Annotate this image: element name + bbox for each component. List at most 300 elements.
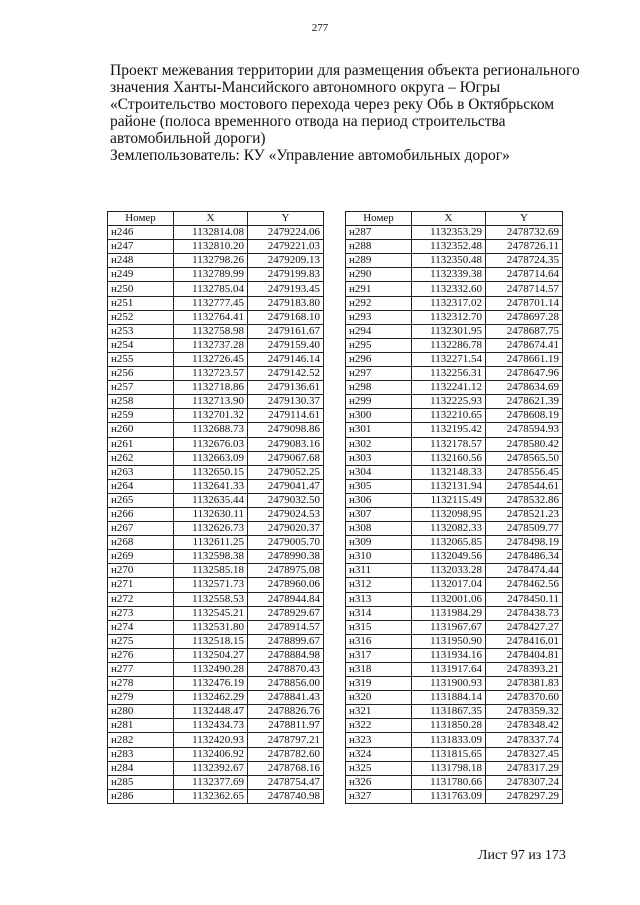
cell-y: 2479005.70 (248, 536, 324, 550)
table-row (108, 367, 324, 381)
cell-y: 2479067.68 (248, 451, 324, 465)
cell-x: 1132777.45 (174, 296, 248, 310)
cell-y: 2478914.57 (248, 620, 324, 634)
cell-y: 2479041.47 (248, 479, 324, 493)
cell-y: 2478826.76 (248, 705, 324, 719)
cell-x: 1132317.02 (412, 296, 486, 310)
cell-number: н306 (346, 493, 412, 507)
cell-x: 1132789.99 (174, 268, 248, 282)
table-row (108, 634, 324, 648)
cell-number: н248 (108, 254, 174, 268)
table-row (346, 310, 563, 324)
cell-y: 2479020.37 (248, 522, 324, 536)
cell-x: 1131867.35 (412, 705, 486, 719)
cell-y: 2478297.29 (486, 789, 563, 803)
cell-number: н316 (346, 634, 412, 648)
cell-y: 2478462.56 (486, 578, 563, 592)
table-row (108, 352, 324, 366)
cell-number: н280 (108, 705, 174, 719)
cell-number: н313 (346, 592, 412, 606)
table-row (346, 282, 563, 296)
table-row (108, 747, 324, 761)
table-row (108, 282, 324, 296)
cell-number: н297 (346, 367, 412, 381)
cell-number: н305 (346, 479, 412, 493)
cell-number: н303 (346, 451, 412, 465)
cell-number: н320 (346, 691, 412, 705)
cell-number: н314 (346, 606, 412, 620)
table-row (108, 254, 324, 268)
cell-x: 1131967.67 (412, 620, 486, 634)
cell-number: н249 (108, 268, 174, 282)
table-row (108, 719, 324, 733)
cell-x: 1131798.18 (412, 761, 486, 775)
cell-number: н308 (346, 522, 412, 536)
cell-y: 2479168.10 (248, 310, 324, 324)
table-row (108, 522, 324, 536)
table-row (108, 268, 324, 282)
cell-x: 1132764.41 (174, 310, 248, 324)
cell-y: 2479199.83 (248, 268, 324, 282)
cell-y: 2478565.50 (486, 451, 563, 465)
table-row (108, 691, 324, 705)
table-row (346, 367, 563, 381)
cell-y: 2478899.67 (248, 634, 324, 648)
cell-number: н295 (346, 338, 412, 352)
cell-y: 2478348.42 (486, 719, 563, 733)
table-row (346, 395, 563, 409)
cell-y: 2478486.34 (486, 550, 563, 564)
cell-x: 1132406.92 (174, 747, 248, 761)
cell-y: 2479052.25 (248, 465, 324, 479)
cell-number: н266 (108, 507, 174, 521)
table-row (108, 451, 324, 465)
cell-y: 2479224.06 (248, 226, 324, 240)
cell-number: н318 (346, 663, 412, 677)
cell-y: 2478307.24 (486, 775, 563, 789)
cell-y: 2479146.14 (248, 352, 324, 366)
cell-x: 1132701.32 (174, 409, 248, 423)
cell-x: 1132676.03 (174, 437, 248, 451)
cell-y: 2478370.60 (486, 691, 563, 705)
table-row (346, 507, 563, 521)
table-row (346, 465, 563, 479)
table-row (346, 338, 563, 352)
cell-number: н288 (346, 240, 412, 254)
cell-number: н257 (108, 381, 174, 395)
table-row (346, 648, 563, 662)
table-header-row (346, 212, 563, 226)
cell-x: 1132115.49 (412, 493, 486, 507)
cell-x: 1132339.38 (412, 268, 486, 282)
table-body (346, 226, 563, 804)
cell-number: н253 (108, 324, 174, 338)
table-row (108, 606, 324, 620)
table-row (108, 663, 324, 677)
cell-y: 2479024.53 (248, 507, 324, 521)
cell-y: 2478594.93 (486, 423, 563, 437)
cell-y: 2478427.27 (486, 620, 563, 634)
cell-x: 1132585.18 (174, 564, 248, 578)
cell-y: 2478754.47 (248, 775, 324, 789)
cell-number: н276 (108, 648, 174, 662)
table-row (346, 564, 563, 578)
cell-x: 1132545.21 (174, 606, 248, 620)
cell-y: 2478317.29 (486, 761, 563, 775)
table-row (108, 338, 324, 352)
cell-number: н278 (108, 677, 174, 691)
column-header-x: X (174, 212, 248, 226)
cell-y: 2478960.06 (248, 578, 324, 592)
cell-x: 1132641.33 (174, 479, 248, 493)
cell-number: н319 (346, 677, 412, 691)
table-row (346, 437, 563, 451)
table-row (346, 381, 563, 395)
cell-number: н264 (108, 479, 174, 493)
table-row (346, 634, 563, 648)
table-row (346, 240, 563, 254)
cell-number: н327 (346, 789, 412, 803)
cell-number: н261 (108, 437, 174, 451)
document-heading (110, 62, 580, 164)
table-row (108, 240, 324, 254)
cell-y: 2478726.11 (486, 240, 563, 254)
cell-x: 1132663.09 (174, 451, 248, 465)
cell-y: 2479193.45 (248, 282, 324, 296)
cell-x: 1132049.56 (412, 550, 486, 564)
cell-number: н254 (108, 338, 174, 352)
project-title (110, 62, 580, 147)
cell-x: 1132785.04 (174, 282, 248, 296)
cell-x: 1132241.12 (412, 381, 486, 395)
cell-number: н311 (346, 564, 412, 578)
cell-x: 1132001.06 (412, 592, 486, 606)
cell-x: 1131917.64 (412, 663, 486, 677)
table-row (108, 409, 324, 423)
cell-y: 2478608.19 (486, 409, 563, 423)
cell-y: 2478621.39 (486, 395, 563, 409)
cell-number: н260 (108, 423, 174, 437)
cell-number: н298 (346, 381, 412, 395)
cell-x: 1132598.38 (174, 550, 248, 564)
table-row (108, 620, 324, 634)
table-row (346, 324, 563, 338)
table-row (346, 522, 563, 536)
cell-x: 1132271.54 (412, 352, 486, 366)
cell-number: н279 (108, 691, 174, 705)
cell-x: 1132131.94 (412, 479, 486, 493)
cell-y: 2478929.67 (248, 606, 324, 620)
cell-y: 2479159.40 (248, 338, 324, 352)
cell-y: 2478990.38 (248, 550, 324, 564)
cell-number: н273 (108, 606, 174, 620)
column-header-y: Y (486, 212, 563, 226)
cell-x: 1132448.47 (174, 705, 248, 719)
table-row (108, 493, 324, 507)
table-row (346, 761, 563, 775)
cell-y: 2478393.21 (486, 663, 563, 677)
table-row (346, 423, 563, 437)
cell-x: 1132286.78 (412, 338, 486, 352)
table-row (346, 747, 563, 761)
cell-y: 2479114.61 (248, 409, 324, 423)
table-row (108, 324, 324, 338)
cell-number: н259 (108, 409, 174, 423)
cell-number: н275 (108, 634, 174, 648)
cell-x: 1132392.67 (174, 761, 248, 775)
cell-number: н294 (346, 324, 412, 338)
cell-number: н310 (346, 550, 412, 564)
cell-x: 1132312.70 (412, 310, 486, 324)
cell-x: 1131833.09 (412, 733, 486, 747)
table-row (346, 677, 563, 691)
title-line: Проект межевания территории для размещения объекта регионального (110, 62, 580, 79)
cell-x: 1132758.98 (174, 324, 248, 338)
table-row (108, 423, 324, 437)
cell-y: 2479221.03 (248, 240, 324, 254)
cell-x: 1132713.90 (174, 395, 248, 409)
table-row (108, 395, 324, 409)
cell-number: н286 (108, 789, 174, 803)
table-row (108, 761, 324, 775)
cell-number: н281 (108, 719, 174, 733)
cell-x: 1132178.57 (412, 437, 486, 451)
cell-number: н247 (108, 240, 174, 254)
cell-x: 1132630.11 (174, 507, 248, 521)
cell-y: 2478647.96 (486, 367, 563, 381)
cell-y: 2478797.21 (248, 733, 324, 747)
cell-x: 1131884.14 (412, 691, 486, 705)
column-header-y: Y (248, 212, 324, 226)
cell-number: н262 (108, 451, 174, 465)
cell-x: 1132635.44 (174, 493, 248, 507)
cell-x: 1132332.60 (412, 282, 486, 296)
table-row (108, 465, 324, 479)
table-row (108, 536, 324, 550)
cell-number: н309 (346, 536, 412, 550)
cell-x: 1132098.95 (412, 507, 486, 521)
cell-y: 2478544.61 (486, 479, 563, 493)
cell-y: 2478509.77 (486, 522, 563, 536)
coordinates-table-right (345, 211, 563, 804)
table-row (108, 592, 324, 606)
cell-y: 2478870.43 (248, 663, 324, 677)
cell-number: н255 (108, 352, 174, 366)
sheet-footer: Лист 97 из 173 (478, 848, 566, 863)
cell-y: 2478740.98 (248, 789, 324, 803)
table-row (108, 564, 324, 578)
cell-y: 2478768.16 (248, 761, 324, 775)
cell-x: 1132352.48 (412, 240, 486, 254)
table-row (108, 775, 324, 789)
cell-x: 1132558.53 (174, 592, 248, 606)
table-row (108, 705, 324, 719)
cell-y: 2478697.28 (486, 310, 563, 324)
cell-x: 1132810.20 (174, 240, 248, 254)
table-row (346, 536, 563, 550)
cell-x: 1132148.33 (412, 465, 486, 479)
cell-y: 2478337.74 (486, 733, 563, 747)
coordinates-table-left (107, 211, 324, 804)
cell-y: 2478521.23 (486, 507, 563, 521)
cell-x: 1132531.80 (174, 620, 248, 634)
table-row (346, 550, 563, 564)
table-row (108, 296, 324, 310)
table-row (346, 733, 563, 747)
column-header-x: X (412, 212, 486, 226)
cell-y: 2479161.67 (248, 324, 324, 338)
table-row (108, 733, 324, 747)
table-row (346, 296, 563, 310)
cell-number: н322 (346, 719, 412, 733)
cell-y: 2479098.86 (248, 423, 324, 437)
cell-x: 1132082.33 (412, 522, 486, 536)
table-row (346, 409, 563, 423)
column-header-number: Номер (108, 212, 174, 226)
cell-number: н323 (346, 733, 412, 747)
cell-x: 1132210.65 (412, 409, 486, 423)
cell-x: 1132723.57 (174, 367, 248, 381)
cell-x: 1132571.73 (174, 578, 248, 592)
table-row (346, 578, 563, 592)
cell-number: н256 (108, 367, 174, 381)
table-row (108, 550, 324, 564)
cell-number: н252 (108, 310, 174, 324)
cell-x: 1132350.48 (412, 254, 486, 268)
cell-y: 2478359.32 (486, 705, 563, 719)
table-row (108, 648, 324, 662)
cell-x: 1132626.73 (174, 522, 248, 536)
table-header-row (108, 212, 324, 226)
cell-number: н287 (346, 226, 412, 240)
land-user: Землепользователь: КУ «Управление автомобильных дорог» (110, 147, 510, 164)
cell-y: 2478450.11 (486, 592, 563, 606)
cell-y: 2478732.69 (486, 226, 563, 240)
cell-x: 1132301.95 (412, 324, 486, 338)
table-row (346, 254, 563, 268)
cell-x: 1132650.15 (174, 465, 248, 479)
cell-number: н290 (346, 268, 412, 282)
table-row (108, 310, 324, 324)
table-row (346, 789, 563, 803)
cell-x: 1131763.09 (412, 789, 486, 803)
table-row (346, 479, 563, 493)
cell-number: н325 (346, 761, 412, 775)
cell-number: н302 (346, 437, 412, 451)
cell-number: н246 (108, 226, 174, 240)
cell-x: 1132476.19 (174, 677, 248, 691)
cell-x: 1132504.27 (174, 648, 248, 662)
cell-y: 2479032.50 (248, 493, 324, 507)
table-row (346, 268, 563, 282)
cell-y: 2478687.75 (486, 324, 563, 338)
cell-y: 2478714.57 (486, 282, 563, 296)
cell-x: 1131850.28 (412, 719, 486, 733)
title-line: «Строительство мостового перехода через реку Обь в Октябрьском (110, 96, 555, 113)
table-body (108, 226, 324, 804)
cell-y: 2478724.35 (486, 254, 563, 268)
cell-y: 2478498.19 (486, 536, 563, 550)
cell-number: н291 (346, 282, 412, 296)
cell-y: 2478714.64 (486, 268, 563, 282)
cell-number: н315 (346, 620, 412, 634)
table-row (346, 606, 563, 620)
cell-y: 2478580.42 (486, 437, 563, 451)
cell-number: н270 (108, 564, 174, 578)
cell-number: н271 (108, 578, 174, 592)
table-row (346, 493, 563, 507)
cell-x: 1131900.93 (412, 677, 486, 691)
table-row (346, 592, 563, 606)
cell-y: 2479083.16 (248, 437, 324, 451)
cell-y: 2478556.45 (486, 465, 563, 479)
cell-y: 2478416.01 (486, 634, 563, 648)
cell-x: 1132814.08 (174, 226, 248, 240)
cell-x: 1132737.28 (174, 338, 248, 352)
cell-x: 1132362.65 (174, 789, 248, 803)
cell-x: 1132718.86 (174, 381, 248, 395)
cell-x: 1132195.42 (412, 423, 486, 437)
cell-y: 2479142.52 (248, 367, 324, 381)
cell-y: 2478438.73 (486, 606, 563, 620)
cell-number: н269 (108, 550, 174, 564)
cell-number: н304 (346, 465, 412, 479)
cell-number: н312 (346, 578, 412, 592)
cell-x: 1132434.73 (174, 719, 248, 733)
cell-number: н283 (108, 747, 174, 761)
table-row (346, 719, 563, 733)
cell-number: н301 (346, 423, 412, 437)
table-row (346, 620, 563, 634)
cell-number: н284 (108, 761, 174, 775)
cell-x: 1132798.26 (174, 254, 248, 268)
cell-x: 1131815.65 (412, 747, 486, 761)
cell-number: н296 (346, 352, 412, 366)
cell-y: 2478884.98 (248, 648, 324, 662)
cell-number: н307 (346, 507, 412, 521)
cell-y: 2479130.37 (248, 395, 324, 409)
cell-y: 2478975.08 (248, 564, 324, 578)
table-row (346, 226, 563, 240)
cell-y: 2479183.80 (248, 296, 324, 310)
cell-y: 2478811.97 (248, 719, 324, 733)
cell-y: 2478381.83 (486, 677, 563, 691)
cell-y: 2478327.45 (486, 747, 563, 761)
cell-x: 1132065.85 (412, 536, 486, 550)
cell-x: 1132688.73 (174, 423, 248, 437)
cell-number: н326 (346, 775, 412, 789)
table-row (346, 352, 563, 366)
cell-number: н300 (346, 409, 412, 423)
table-row (108, 437, 324, 451)
table-row (108, 789, 324, 803)
cell-x: 1132225.93 (412, 395, 486, 409)
title-line: значения Ханты-Мансийского автономного округа – Югры (110, 79, 501, 96)
table-row (346, 705, 563, 719)
cell-x: 1132518.15 (174, 634, 248, 648)
cell-y: 2479209.13 (248, 254, 324, 268)
cell-y: 2478856.00 (248, 677, 324, 691)
cell-y: 2478701.14 (486, 296, 563, 310)
cell-number: н292 (346, 296, 412, 310)
table-row (108, 381, 324, 395)
cell-y: 2478674.41 (486, 338, 563, 352)
table-row (108, 578, 324, 592)
cell-x: 1131984.29 (412, 606, 486, 620)
table-row (346, 663, 563, 677)
cell-y: 2478944.84 (248, 592, 324, 606)
cell-number: н285 (108, 775, 174, 789)
